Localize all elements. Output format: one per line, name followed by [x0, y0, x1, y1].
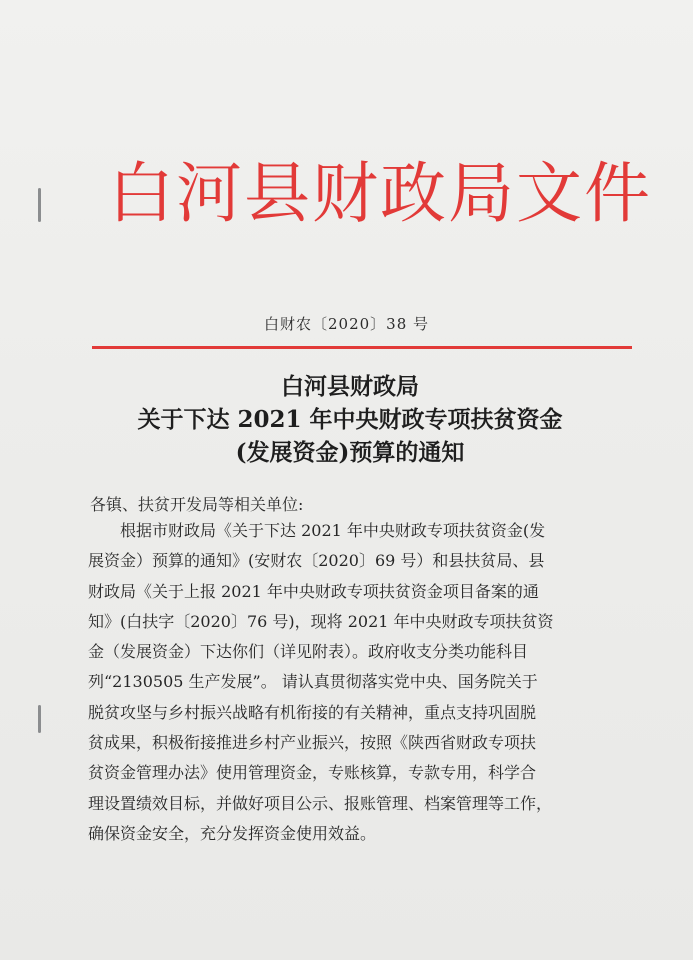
red-divider-line [92, 346, 632, 349]
body-line: 财政局《关于上报 2021 年中央财政专项扶贫资金项目备案的通 [88, 581, 539, 601]
body-line: 贫资金管理办法》使用管理资金，专账核算，专款专用，科学合 [88, 763, 537, 783]
document-header-title: 白河县财政局文件 [108, 155, 652, 232]
salutation: 各镇、扶贫开发局等相关单位: [90, 495, 304, 514]
staple-mark [38, 705, 41, 733]
body-line: 确保资金安全，充分发挥资金使用效益。 [88, 823, 377, 843]
body-line: 贫成果，积极衔接推进乡村产业振兴，按照《陕西省财政专项扶 [88, 733, 537, 753]
notice-title-line-2: 关于下达 2021 年中央财政专项扶贫资金 [137, 406, 563, 433]
staple-mark [38, 188, 41, 222]
notice-title-line-3: (发展资金)预算的通知 [235, 439, 465, 466]
body-line: 根据市财政局《关于下达 2021 年中央财政专项扶贫资金(发 [120, 521, 546, 540]
body-line: 金（发展资金）下达你们（详见附表）。政府收支分类功能科目 [88, 642, 529, 662]
body-line: 列“2130505 生产发展”。 请认真贯彻落实党中央、国务院关于 [88, 672, 538, 692]
notice-title-line-1: 白河县财政局 [281, 373, 419, 400]
body-line: 脱贫攻坚与乡村振兴战略有机衔接的有关精神，重点支持巩固脱 [88, 702, 537, 722]
notice-body [88, 516, 628, 849]
document-number: 白财农〔2020〕38 号 [263, 315, 430, 333]
body-line: 知》(白扶字〔2020〕76 号)，现将 2021 年中央财政专项扶贫资 [88, 611, 554, 631]
body-line: 理设置绩效目标，并做好项目公示、报账管理、档案管理等工作， [88, 793, 553, 813]
body-line: 展资金）预算的通知》(安财农〔2020〕69 号）和县扶贫局、县 [88, 551, 545, 571]
